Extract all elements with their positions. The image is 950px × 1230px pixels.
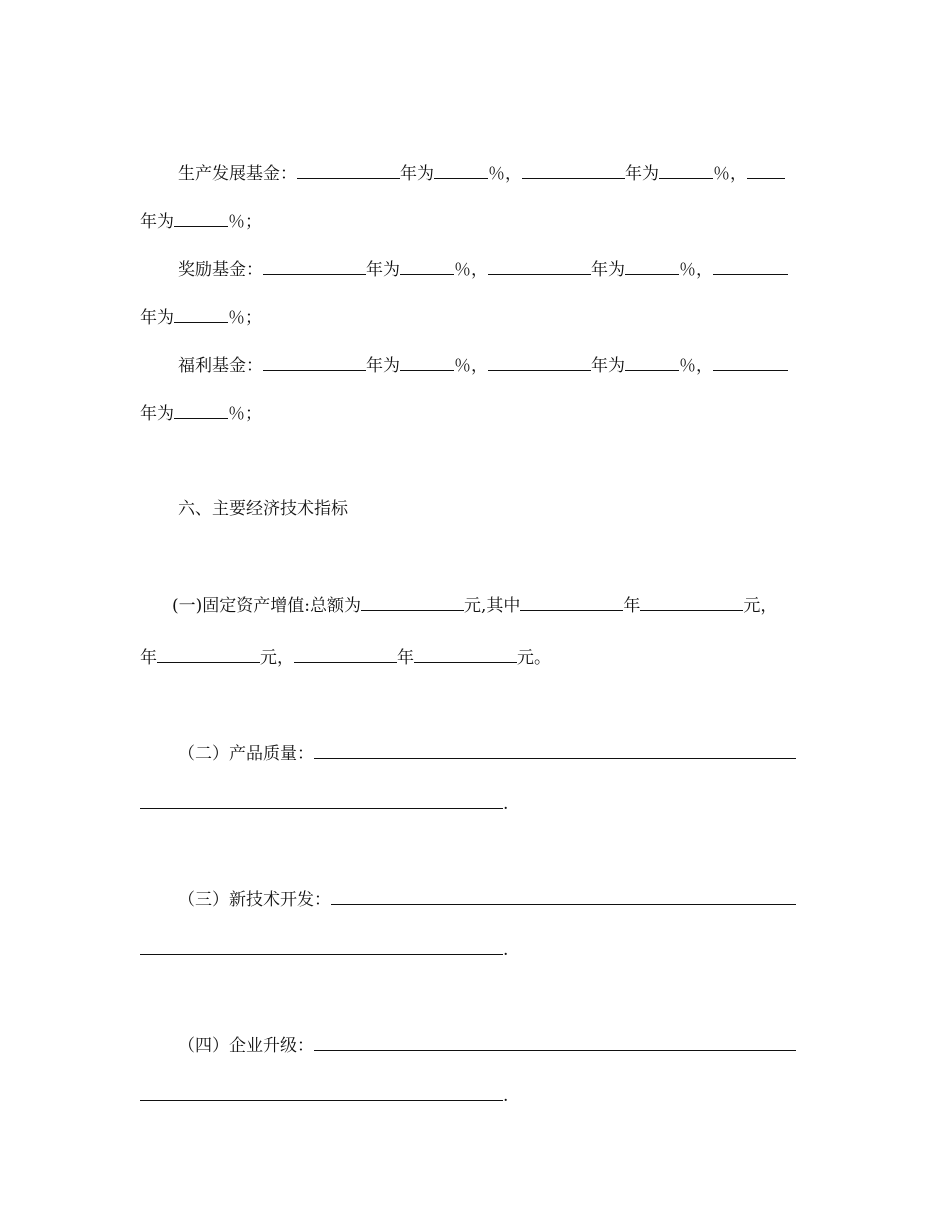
bonus-fund-pct3-field[interactable] [174, 306, 228, 323]
production-fund-year1-field[interactable] [297, 162, 400, 179]
bonus-fund-pct-end: ％； [228, 308, 262, 328]
fixed-assets-yuan-comma-1: 元， [743, 596, 778, 616]
product-quality-end: . [503, 794, 509, 814]
welfare-fund-pct-end: ％； [228, 404, 262, 424]
upgrade-end: . [503, 1086, 509, 1106]
bonus-fund-pct1-field[interactable] [400, 258, 454, 275]
welfare-fund-year-for-2: 年为 [591, 356, 625, 376]
new-tech-label: （三）新技术开发： [178, 890, 331, 910]
bonus-fund-line-2 [140, 306, 262, 329]
product-quality-line-1 [178, 742, 796, 765]
fixed-assets-line-2 [140, 646, 551, 669]
fixed-assets-amount3-field[interactable] [414, 646, 517, 663]
bonus-fund-pct2-field[interactable] [625, 258, 679, 275]
product-quality-line-2 [140, 792, 508, 815]
bonus-fund-year-for-1: 年为 [366, 260, 400, 280]
production-fund-pct2-field[interactable] [659, 162, 713, 179]
fixed-assets-year-label-2: 年 [140, 648, 157, 668]
production-fund-year-for-3: 年为 [140, 212, 174, 232]
production-fund-pct-sep-1: ％， [488, 164, 522, 184]
production-fund-year3-field[interactable] [747, 162, 785, 179]
new-tech-field-1[interactable] [331, 888, 796, 905]
fixed-assets-year1-field[interactable] [520, 594, 623, 611]
fixed-assets-year-label-3: 年 [397, 648, 414, 668]
fixed-assets-amount2-field[interactable] [157, 646, 260, 663]
welfare-fund-year1-field[interactable] [263, 354, 366, 371]
fixed-assets-year3-field[interactable] [294, 646, 397, 663]
product-quality-field-1[interactable] [314, 742, 796, 759]
new-tech-field-2[interactable] [140, 938, 503, 955]
product-quality-label: （二）产品质量： [178, 744, 314, 764]
bonus-fund-pct-sep-2: ％， [679, 260, 713, 280]
upgrade-line-2 [140, 1084, 508, 1107]
welfare-fund-pct1-field[interactable] [400, 354, 454, 371]
fixed-assets-line-1 [172, 594, 777, 617]
welfare-fund-pct-sep-2: ％， [679, 356, 713, 376]
production-fund-pct1-field[interactable] [434, 162, 488, 179]
bonus-fund-year-for-2: 年为 [591, 260, 625, 280]
new-tech-line-1 [178, 888, 796, 911]
welfare-fund-pct2-field[interactable] [625, 354, 679, 371]
bonus-fund-pct-sep-1: ％， [454, 260, 488, 280]
fixed-assets-yuan-period: 元。 [517, 648, 551, 668]
production-fund-pct-sep-2: ％， [713, 164, 747, 184]
bonus-fund-year2-field[interactable] [488, 258, 591, 275]
welfare-fund-line-2 [140, 402, 262, 425]
production-fund-year-for-1: 年为 [400, 164, 434, 184]
welfare-fund-year-for-3: 年为 [140, 404, 174, 424]
fixed-assets-total-field[interactable] [361, 594, 464, 611]
bonus-fund-year3-field[interactable] [713, 258, 788, 275]
upgrade-field-2[interactable] [140, 1084, 503, 1101]
fixed-assets-yuan-among: 元,其中 [464, 596, 521, 616]
fixed-assets-amount1-field[interactable] [640, 594, 743, 611]
bonus-fund-year1-field[interactable] [263, 258, 366, 275]
welfare-fund-year-for-1: 年为 [366, 356, 400, 376]
bonus-fund-label: 奖励基金： [178, 260, 263, 280]
section-six-heading [178, 498, 348, 520]
welfare-fund-label: 福利基金： [178, 356, 263, 376]
fixed-assets-year-label-1: 年 [623, 596, 641, 616]
upgrade-label: （四）企业升级： [178, 1036, 314, 1056]
upgrade-field-1[interactable] [314, 1034, 796, 1051]
production-fund-line-1 [178, 162, 785, 185]
welfare-fund-year2-field[interactable] [488, 354, 591, 371]
production-fund-year-for-2: 年为 [625, 164, 659, 184]
section-six-heading-text: 六、主要经济技术指标 [178, 499, 348, 519]
production-fund-label: 生产发展基金： [178, 164, 297, 184]
bonus-fund-line-1 [178, 258, 788, 281]
bonus-fund-year-for-3: 年为 [140, 308, 174, 328]
fixed-assets-label: (一)固定资产增值:总额为 [172, 596, 361, 616]
welfare-fund-line-1 [178, 354, 788, 377]
welfare-fund-pct-sep-1: ％， [454, 356, 488, 376]
production-fund-pct3-field[interactable] [174, 210, 228, 227]
production-fund-line-2 [140, 210, 262, 233]
welfare-fund-pct3-field[interactable] [174, 402, 228, 419]
production-fund-pct-end: ％； [228, 212, 262, 232]
product-quality-field-2[interactable] [140, 792, 503, 809]
fixed-assets-yuan-comma-2: 元， [260, 648, 294, 668]
new-tech-end: . [503, 940, 509, 960]
welfare-fund-year3-field[interactable] [713, 354, 788, 371]
new-tech-line-2 [140, 938, 508, 961]
upgrade-line-1 [178, 1034, 796, 1057]
production-fund-year2-field[interactable] [522, 162, 625, 179]
